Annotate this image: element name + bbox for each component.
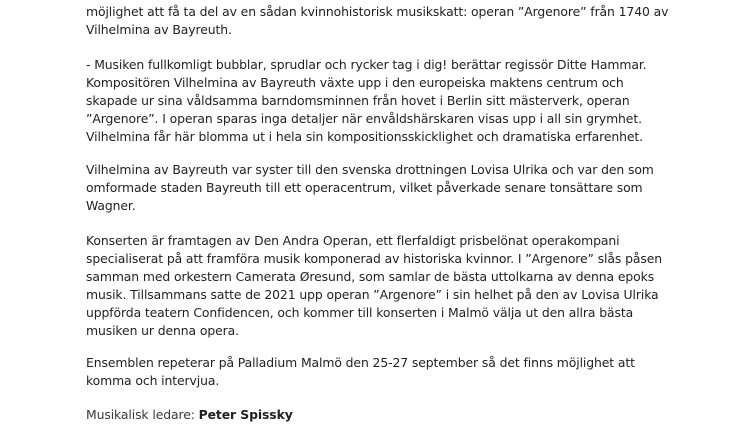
text-line: specialiserat på att framföra musik komponerad av historiska kvinnor. I ”Argenore” slås påsen bbox=[86, 251, 662, 266]
text-line: Konserten är framtagen av Den Andra Operan, ett flerfaldigt prisbelönat operakompani bbox=[86, 233, 620, 248]
text-line: Wagner. bbox=[86, 198, 136, 213]
text-line: Ensemblen repeterar på Palladium Malmö den 25-27 september så det finns möjlighet att bbox=[86, 355, 635, 370]
text-line: ”Argenore”. I operan sparas inga detaljer när envåldshärskaren visas upp i all sin grymhet. bbox=[86, 111, 642, 126]
text-line: möjlighet att få ta del av en sådan kvinnohistorisk musikskatt: operan ”Argenore” från 1740 av bbox=[86, 4, 669, 19]
text-line: - Musiken fullkomligt bubblar, sprudlar och rycker tag i dig! berättar regissör Ditte Hammar. bbox=[86, 57, 647, 72]
paragraph-composer bbox=[86, 161, 706, 215]
credits-line bbox=[86, 406, 706, 424]
paragraph-quote-director bbox=[86, 56, 706, 146]
paragraph-intro-end bbox=[86, 3, 706, 39]
text-line: skapade ur sina våldsamma barndomsminnen från hovet i Berlin sitt mästerverk, operan bbox=[86, 93, 630, 108]
credit-name: Peter Spissky bbox=[198, 407, 293, 422]
credit-label: Musikalisk ledare: bbox=[86, 407, 195, 422]
text-line: musiken ur denna opera. bbox=[86, 323, 239, 338]
text-line: Vilhelmina av Bayreuth. bbox=[86, 22, 232, 37]
text-line: samman med orkestern Camerata Øresund, som samlar de bästa uttolkarna av denna epoks bbox=[86, 269, 655, 284]
text-line: Vilhelmina av Bayreuth var syster till den svenska drottningen Lovisa Ulrika och var den som bbox=[86, 162, 654, 177]
text-line: komma och intervjua. bbox=[86, 373, 220, 388]
text-line: uppförda teatern Confidencen, och kommer till konserten i Malmö välja ut den allra bästa bbox=[86, 305, 634, 320]
paragraph-rehearsal bbox=[86, 354, 706, 390]
text-line: omformade staden Bayreuth till ett operacentrum, vilket påverkade senare tonsättare som bbox=[86, 180, 643, 195]
text-line: Vilhelmina får här blomma ut i hela sin kompositionsskicklighet och dramatiska erfarenhet. bbox=[86, 129, 643, 144]
text-line: musik. Tillsammans satte de 2021 upp operan ”Argenore” i sin helhet på den av Lovisa Ulrika bbox=[86, 287, 659, 302]
paragraph-concert bbox=[86, 232, 706, 340]
text-line: Kompositören Vilhelmina av Bayreuth växte upp i den europeiska maktens centrum och bbox=[86, 75, 624, 90]
